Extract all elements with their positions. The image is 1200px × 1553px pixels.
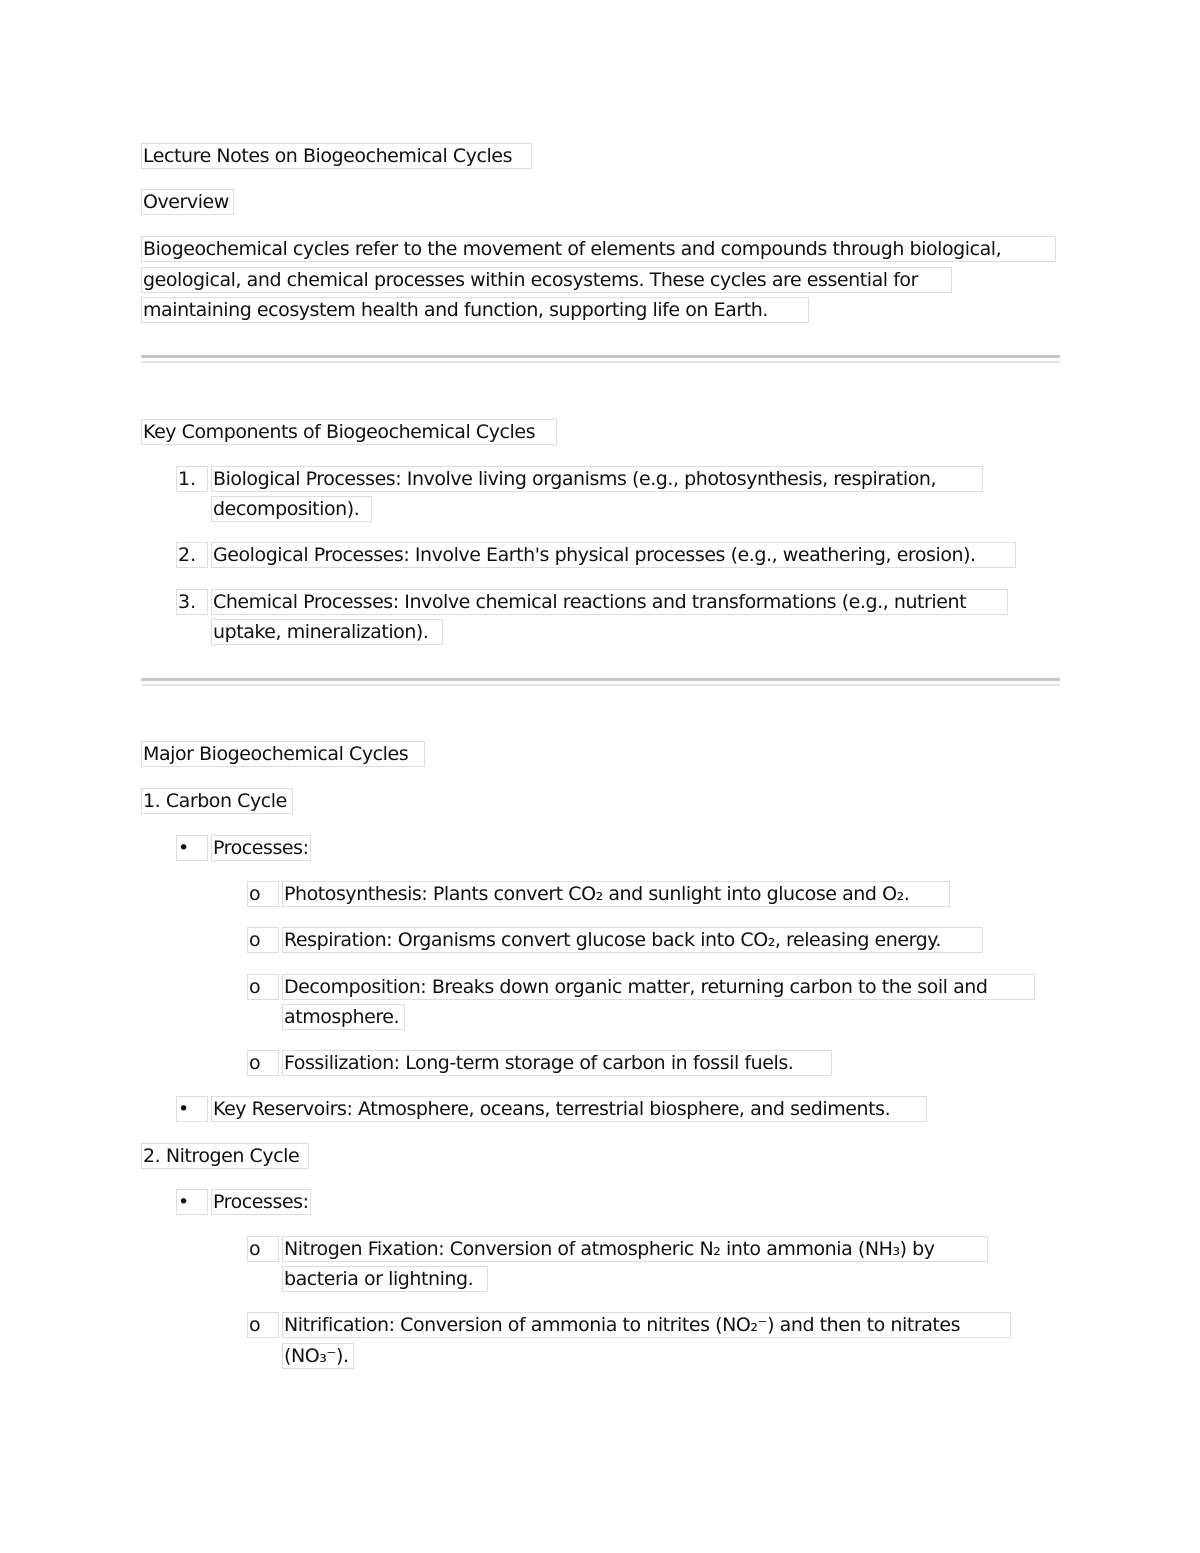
- nitrogen-process-fixation-line-1: Nitrogen Fixation: Conversion of atmospheric N₂ into ammonia (NH₃) by: [282, 1236, 988, 1262]
- sub-bullet-icon: o: [247, 974, 279, 1000]
- components-heading: Key Components of Biogeochemical Cycles: [141, 419, 557, 445]
- overview-line-2: geological, and chemical processes within ecosystems. These cycles are essential for: [141, 267, 952, 293]
- component-item-1-line-1: Biological Processes: Involve living organisms (e.g., photosynthesis, respiration,: [211, 466, 983, 492]
- major-cycles-heading: Major Biogeochemical Cycles: [141, 741, 425, 767]
- overview-heading: Overview: [141, 189, 234, 215]
- sub-bullet-icon: o: [247, 881, 279, 907]
- list-number-3: 3.: [176, 589, 208, 615]
- sub-bullet-icon: o: [247, 927, 279, 953]
- horizontal-rule: [141, 355, 1060, 363]
- carbon-key-reservoirs: Key Reservoirs: Atmosphere, oceans, terrestrial biosphere, and sediments.: [211, 1096, 927, 1122]
- sub-bullet-icon: o: [247, 1050, 279, 1076]
- carbon-process-photosynthesis: Photosynthesis: Plants convert CO₂ and sunlight into glucose and O₂.: [282, 881, 950, 907]
- list-number-1: 1.: [176, 466, 208, 492]
- horizontal-rule: [141, 678, 1060, 686]
- document-title: Lecture Notes on Biogeochemical Cycles: [141, 143, 532, 169]
- nitrogen-process-nitrification-line-1: Nitrification: Conversion of ammonia to nitrites (NO₂⁻) and then to nitrates: [282, 1312, 1011, 1338]
- nitrogen-cycle-heading: 2. Nitrogen Cycle: [141, 1143, 309, 1169]
- component-item-1-line-2: decomposition).: [211, 496, 372, 522]
- component-item-3-line-2: uptake, mineralization).: [211, 619, 443, 645]
- bullet-icon: •: [176, 1189, 208, 1215]
- nitrogen-processes-label: Processes:: [211, 1189, 311, 1215]
- carbon-process-decomposition-line-1: Decomposition: Breaks down organic matter, returning carbon to the soil and: [282, 974, 1035, 1000]
- overview-line-1: Biogeochemical cycles refer to the movement of elements and compounds through biological,: [141, 236, 1056, 262]
- nitrogen-process-fixation-line-2: bacteria or lightning.: [282, 1266, 488, 1292]
- bullet-icon: •: [176, 835, 208, 861]
- carbon-process-fossilization: Fossilization: Long-term storage of carbon in fossil fuels.: [282, 1050, 832, 1076]
- sub-bullet-icon: o: [247, 1236, 279, 1262]
- bullet-icon: •: [176, 1096, 208, 1122]
- carbon-process-decomposition-line-2: atmosphere.: [282, 1004, 405, 1030]
- list-number-2: 2.: [176, 542, 208, 568]
- carbon-processes-label: Processes:: [211, 835, 311, 861]
- carbon-process-respiration: Respiration: Organisms convert glucose back into CO₂, releasing energy.: [282, 927, 983, 953]
- component-item-3-line-1: Chemical Processes: Involve chemical reactions and transformations (e.g., nutrient: [211, 589, 1008, 615]
- sub-bullet-icon: o: [247, 1312, 279, 1338]
- component-item-2-line-1: Geological Processes: Involve Earth's physical processes (e.g., weathering, erosion).: [211, 542, 1016, 568]
- overview-line-3: maintaining ecosystem health and function, supporting life on Earth.: [141, 297, 809, 323]
- nitrogen-process-nitrification-line-2: (NO₃⁻).: [282, 1343, 354, 1369]
- carbon-cycle-heading: 1. Carbon Cycle: [141, 788, 293, 814]
